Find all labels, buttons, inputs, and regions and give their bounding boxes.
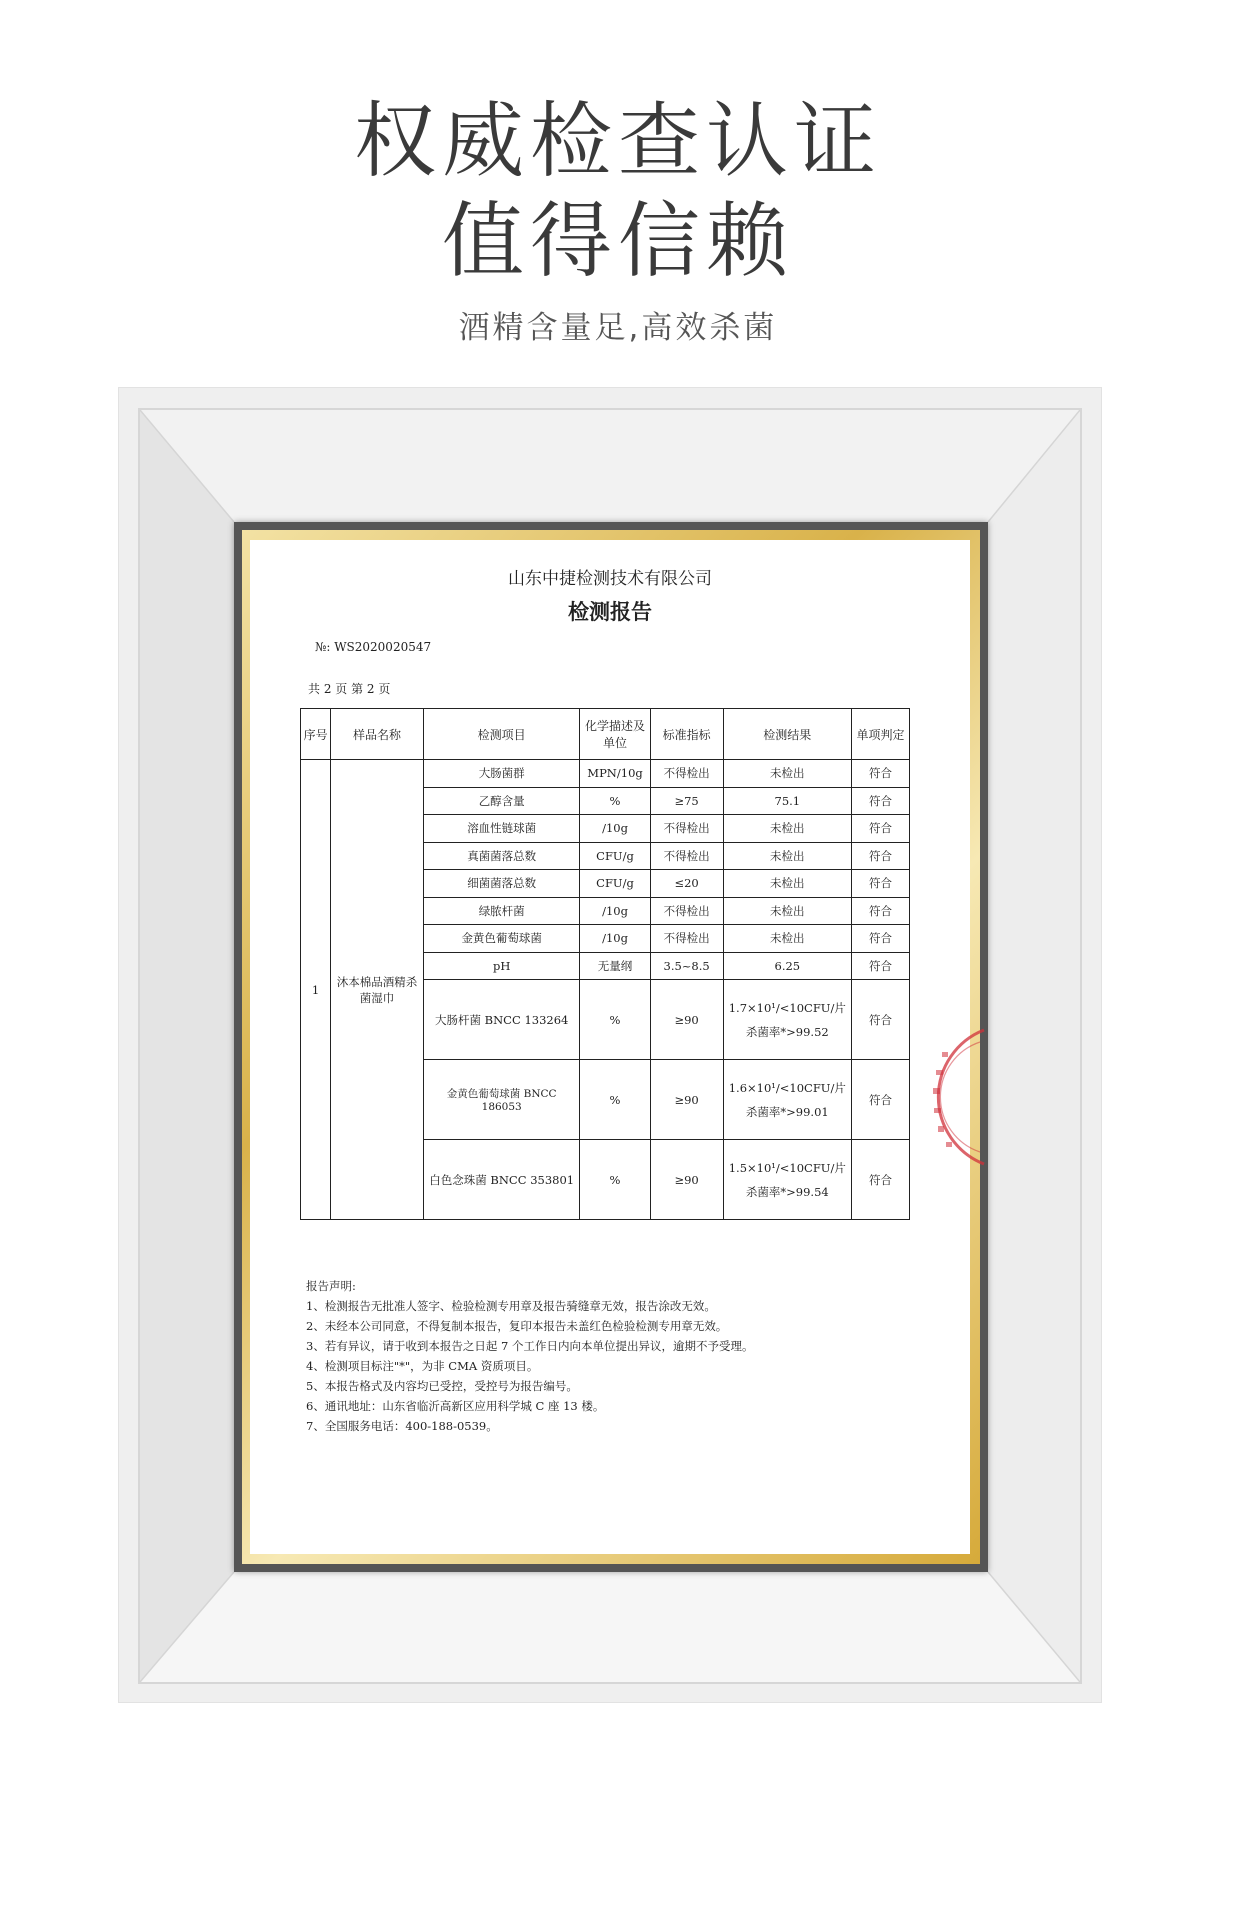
notes-item: 1、检测报告无批准人签字、检验检测专用章及报告骑缝章无效，报告涂改无效。: [306, 1299, 716, 1313]
report-table: [300, 708, 910, 1220]
result-rate: 杀菌率*>99.01: [745, 1104, 829, 1119]
standard-cell: 不得检出: [650, 815, 723, 843]
result-cell: 未检出: [723, 897, 851, 925]
standard-cell: 不得检出: [650, 760, 723, 788]
sample-name-cell: 沐本棉品酒精杀菌湿巾: [331, 760, 424, 1220]
headline-tagline: 酒精含量足,高效杀菌: [458, 310, 778, 346]
result-rate: 杀菌率*>99.52: [745, 1024, 829, 1039]
unit-cell: %: [580, 787, 650, 815]
result-cell: [723, 1060, 851, 1140]
result-cell: 未检出: [723, 870, 851, 898]
unit-cell: /10g: [580, 815, 650, 843]
standard-cell: ≥75: [650, 787, 723, 815]
report-company: 山东中捷检测技术有限公司: [508, 569, 712, 589]
report-page-info: 共 2 页 第 2 页: [308, 682, 391, 696]
verdict-cell: 符合: [851, 925, 909, 953]
item-cell: 金黄色葡萄球菌: [423, 925, 580, 953]
notes-item: 4、检测项目标注"*"，为非 CMA 资质项目。: [306, 1359, 539, 1373]
result-cell: 6.25: [723, 952, 851, 980]
unit-cell: /10g: [580, 897, 650, 925]
unit-cell: /10g: [580, 925, 650, 953]
headline-subtitle-main: 值得信赖: [441, 194, 794, 289]
headline-title: 权威检查认证: [353, 94, 882, 189]
serial-cell: 1: [301, 760, 331, 1220]
item-cell: 大肠菌群: [423, 760, 580, 788]
unit-cell: MPN/10g: [580, 760, 650, 788]
standard-cell: 3.5~8.5: [650, 952, 723, 980]
item-cell: 白色念珠菌 BNCC 353801: [423, 1140, 580, 1220]
unit-cell: 无量纲: [580, 952, 650, 980]
notes-item: 7、全国服务电话：400-188-0539。: [306, 1419, 498, 1433]
notes-item: 6、通讯地址：山东省临沂高新区应用科学城 C 座 13 楼。: [306, 1399, 605, 1413]
col-header-unit: 化学描述及单位: [580, 709, 650, 760]
col-header-item: 检测项目: [423, 709, 580, 760]
result-cell: [723, 1140, 851, 1220]
result-cell: 未检出: [723, 925, 851, 953]
result-count: 1.5×10¹/<10CFU/片: [728, 1160, 846, 1175]
verdict-cell: 符合: [851, 897, 909, 925]
unit-cell: CFU/g: [580, 842, 650, 870]
standard-cell: ≥90: [650, 1140, 723, 1220]
item-cell: 乙醇含量: [423, 787, 580, 815]
notes-item: 2、未经本公司同意，不得复制本报告，复印本报告未盖红色检验检测专用章无效。: [306, 1319, 728, 1333]
standard-cell: ≥90: [650, 980, 723, 1060]
standard-cell: 不得检出: [650, 897, 723, 925]
result-cell: 未检出: [723, 842, 851, 870]
table-row: [301, 760, 910, 788]
item-cell: pH: [423, 952, 580, 980]
verdict-cell: 符合: [851, 952, 909, 980]
notes-title: 报告声明:: [306, 1279, 356, 1293]
report-paper: [250, 540, 970, 1554]
verdict-cell: 符合: [851, 842, 909, 870]
verdict-cell: 符合: [851, 870, 909, 898]
standard-cell: ≥90: [650, 1060, 723, 1140]
col-header-serial: 序号: [301, 709, 331, 760]
notes-item: 3、若有异议，请于收到本报告之日起 7 个工作日内向本单位提出异议，逾期不予受理。: [306, 1339, 754, 1353]
result-count: 1.7×10¹/<10CFU/片: [728, 1000, 846, 1015]
col-header-sample: 样品名称: [331, 709, 424, 760]
item-cell: 金黄色葡萄球菌 BNCC 186053: [423, 1060, 580, 1140]
verdict-cell: 符合: [851, 815, 909, 843]
standard-cell: 不得检出: [650, 842, 723, 870]
item-cell: 大肠杆菌 BNCC 133264: [423, 980, 580, 1060]
standard-cell: 不得检出: [650, 925, 723, 953]
standard-cell: ≤20: [650, 870, 723, 898]
notes-item: 5、本报告格式及内容均已受控，受控号为报告编号。: [306, 1379, 578, 1393]
col-header-verdict: 单项判定: [851, 709, 909, 760]
result-count: 1.6×10¹/<10CFU/片: [728, 1080, 846, 1095]
result-cell: [723, 980, 851, 1060]
col-header-standard: 标准指标: [650, 709, 723, 760]
unit-cell: CFU/g: [580, 870, 650, 898]
item-cell: 细菌菌落总数: [423, 870, 580, 898]
result-rate: 杀菌率*>99.54: [745, 1184, 829, 1199]
verdict-cell: 符合: [851, 980, 909, 1060]
unit-cell: %: [580, 1140, 650, 1220]
result-cell: 75.1: [723, 787, 851, 815]
unit-cell: %: [580, 980, 650, 1060]
verdict-cell: 符合: [851, 760, 909, 788]
item-cell: 绿脓杆菌: [423, 897, 580, 925]
col-header-result: 检测结果: [723, 709, 851, 760]
report-notes: [306, 1276, 946, 1436]
report-title: 检测报告: [568, 599, 652, 624]
item-cell: 真菌菌落总数: [423, 842, 580, 870]
verdict-cell: 符合: [851, 1140, 909, 1220]
verdict-cell: 符合: [851, 1060, 909, 1140]
item-cell: 溶血性链球菌: [423, 815, 580, 843]
verdict-cell: 符合: [851, 787, 909, 815]
report-number: №: WS2020020547: [315, 640, 432, 654]
result-cell: 未检出: [723, 815, 851, 843]
result-cell: 未检出: [723, 760, 851, 788]
unit-cell: %: [580, 1060, 650, 1140]
